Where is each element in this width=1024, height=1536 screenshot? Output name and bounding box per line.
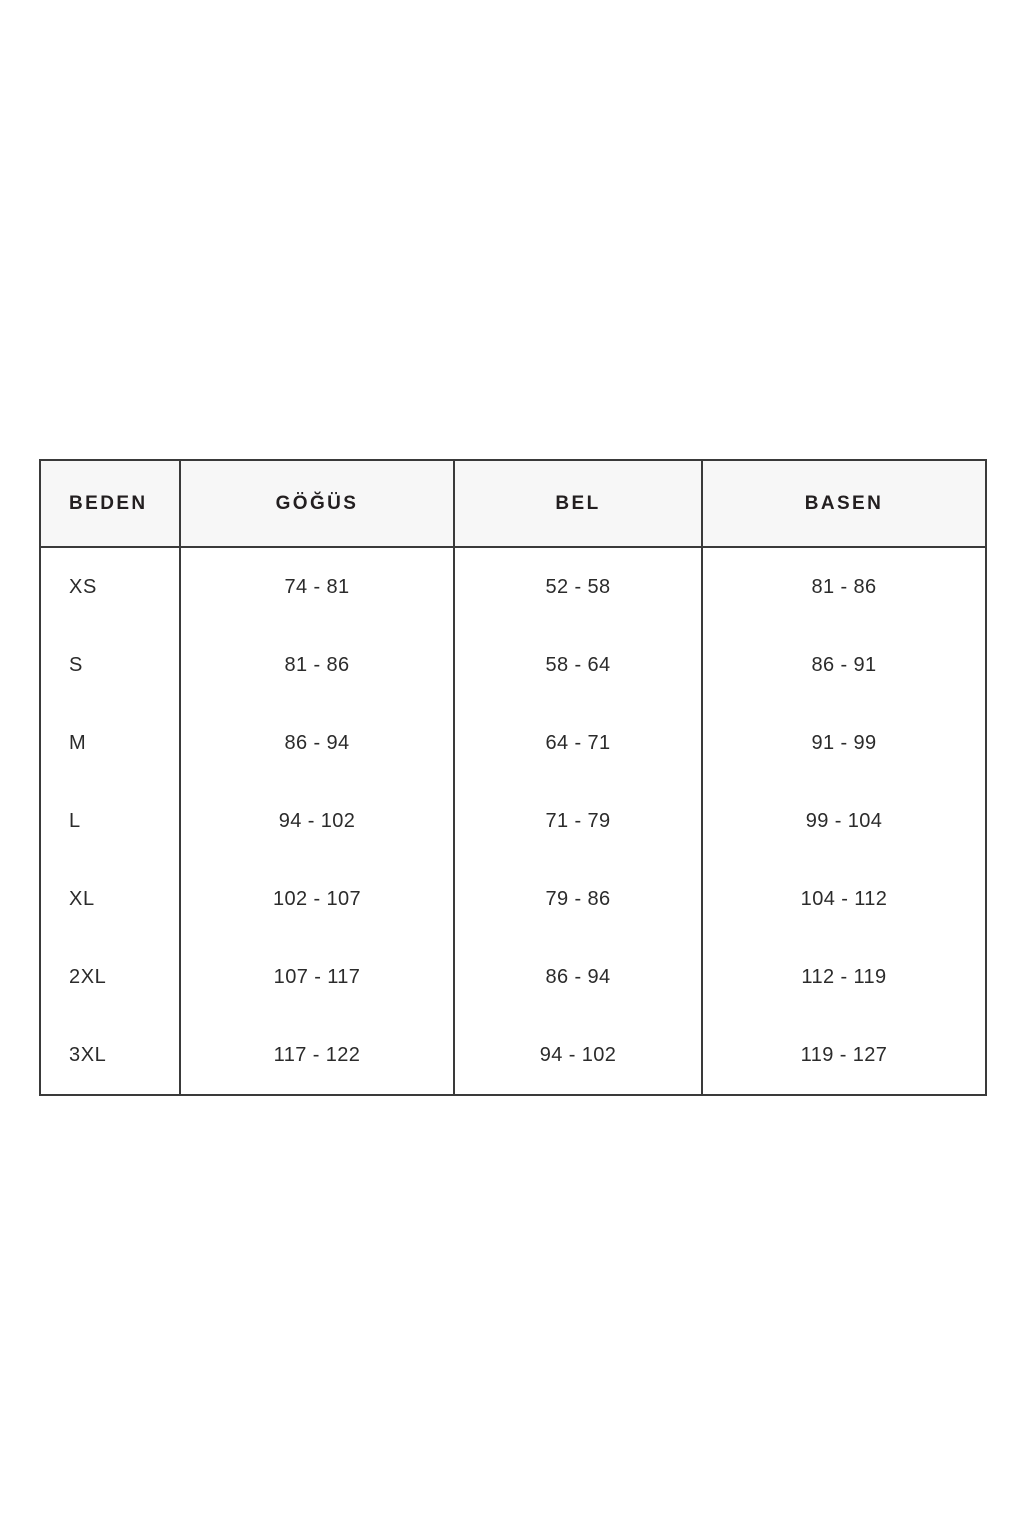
cell-bel: 86 - 94 xyxy=(454,938,702,1016)
cell-beden: XS xyxy=(40,547,180,626)
table-row xyxy=(40,938,986,1016)
table-row xyxy=(40,860,986,938)
cell-gogus: 117 - 122 xyxy=(180,1016,454,1095)
cell-beden: S xyxy=(40,626,180,704)
cell-gogus: 102 - 107 xyxy=(180,860,454,938)
table-body xyxy=(40,547,986,1095)
cell-basen: 81 - 86 xyxy=(811,575,877,598)
cell-basen: 119 - 127 xyxy=(800,1043,888,1066)
table-row xyxy=(40,547,986,626)
cell-basen: 86 - 91 xyxy=(811,653,877,676)
cell-basen: 104 - 112 xyxy=(800,887,888,910)
table-row xyxy=(40,782,986,860)
cell-bel: 94 - 102 xyxy=(454,1016,702,1095)
cell-gogus: 74 - 81 xyxy=(180,547,454,626)
cell-gogus: 107 - 117 xyxy=(180,938,454,1016)
cell-bel: 52 - 58 xyxy=(454,547,702,626)
cell-bel: 58 - 64 xyxy=(454,626,702,704)
cell-bel: 71 - 79 xyxy=(454,782,702,860)
column-header-bel: BEL xyxy=(454,460,702,547)
cell-bel: 64 - 71 xyxy=(454,704,702,782)
cell-beden: XL xyxy=(40,860,180,938)
cell-bel: 79 - 86 xyxy=(454,860,702,938)
cell-gogus: 94 - 102 xyxy=(180,782,454,860)
cell-beden: L xyxy=(40,782,180,860)
size-chart-container xyxy=(39,459,985,1096)
cell-basen: 112 - 119 xyxy=(801,965,887,988)
table-row xyxy=(40,1016,986,1095)
table-header-row xyxy=(40,460,986,547)
size-chart-table xyxy=(39,459,987,1096)
cell-beden: M xyxy=(40,704,180,782)
cell-gogus: 81 - 86 xyxy=(180,626,454,704)
cell-basen: 99 - 104 xyxy=(805,809,883,832)
column-header-gogus: GÖĞÜS xyxy=(180,460,454,547)
column-header-beden: BEDEN xyxy=(40,460,180,547)
cell-beden: 3XL xyxy=(40,1016,180,1095)
column-header-basen: BASEN xyxy=(702,460,986,547)
table-header xyxy=(40,460,986,547)
cell-gogus: 86 - 94 xyxy=(180,704,454,782)
table-row xyxy=(40,626,986,704)
cell-beden: 2XL xyxy=(40,938,180,1016)
cell-basen: 91 - 99 xyxy=(811,731,877,754)
table-row xyxy=(40,704,986,782)
